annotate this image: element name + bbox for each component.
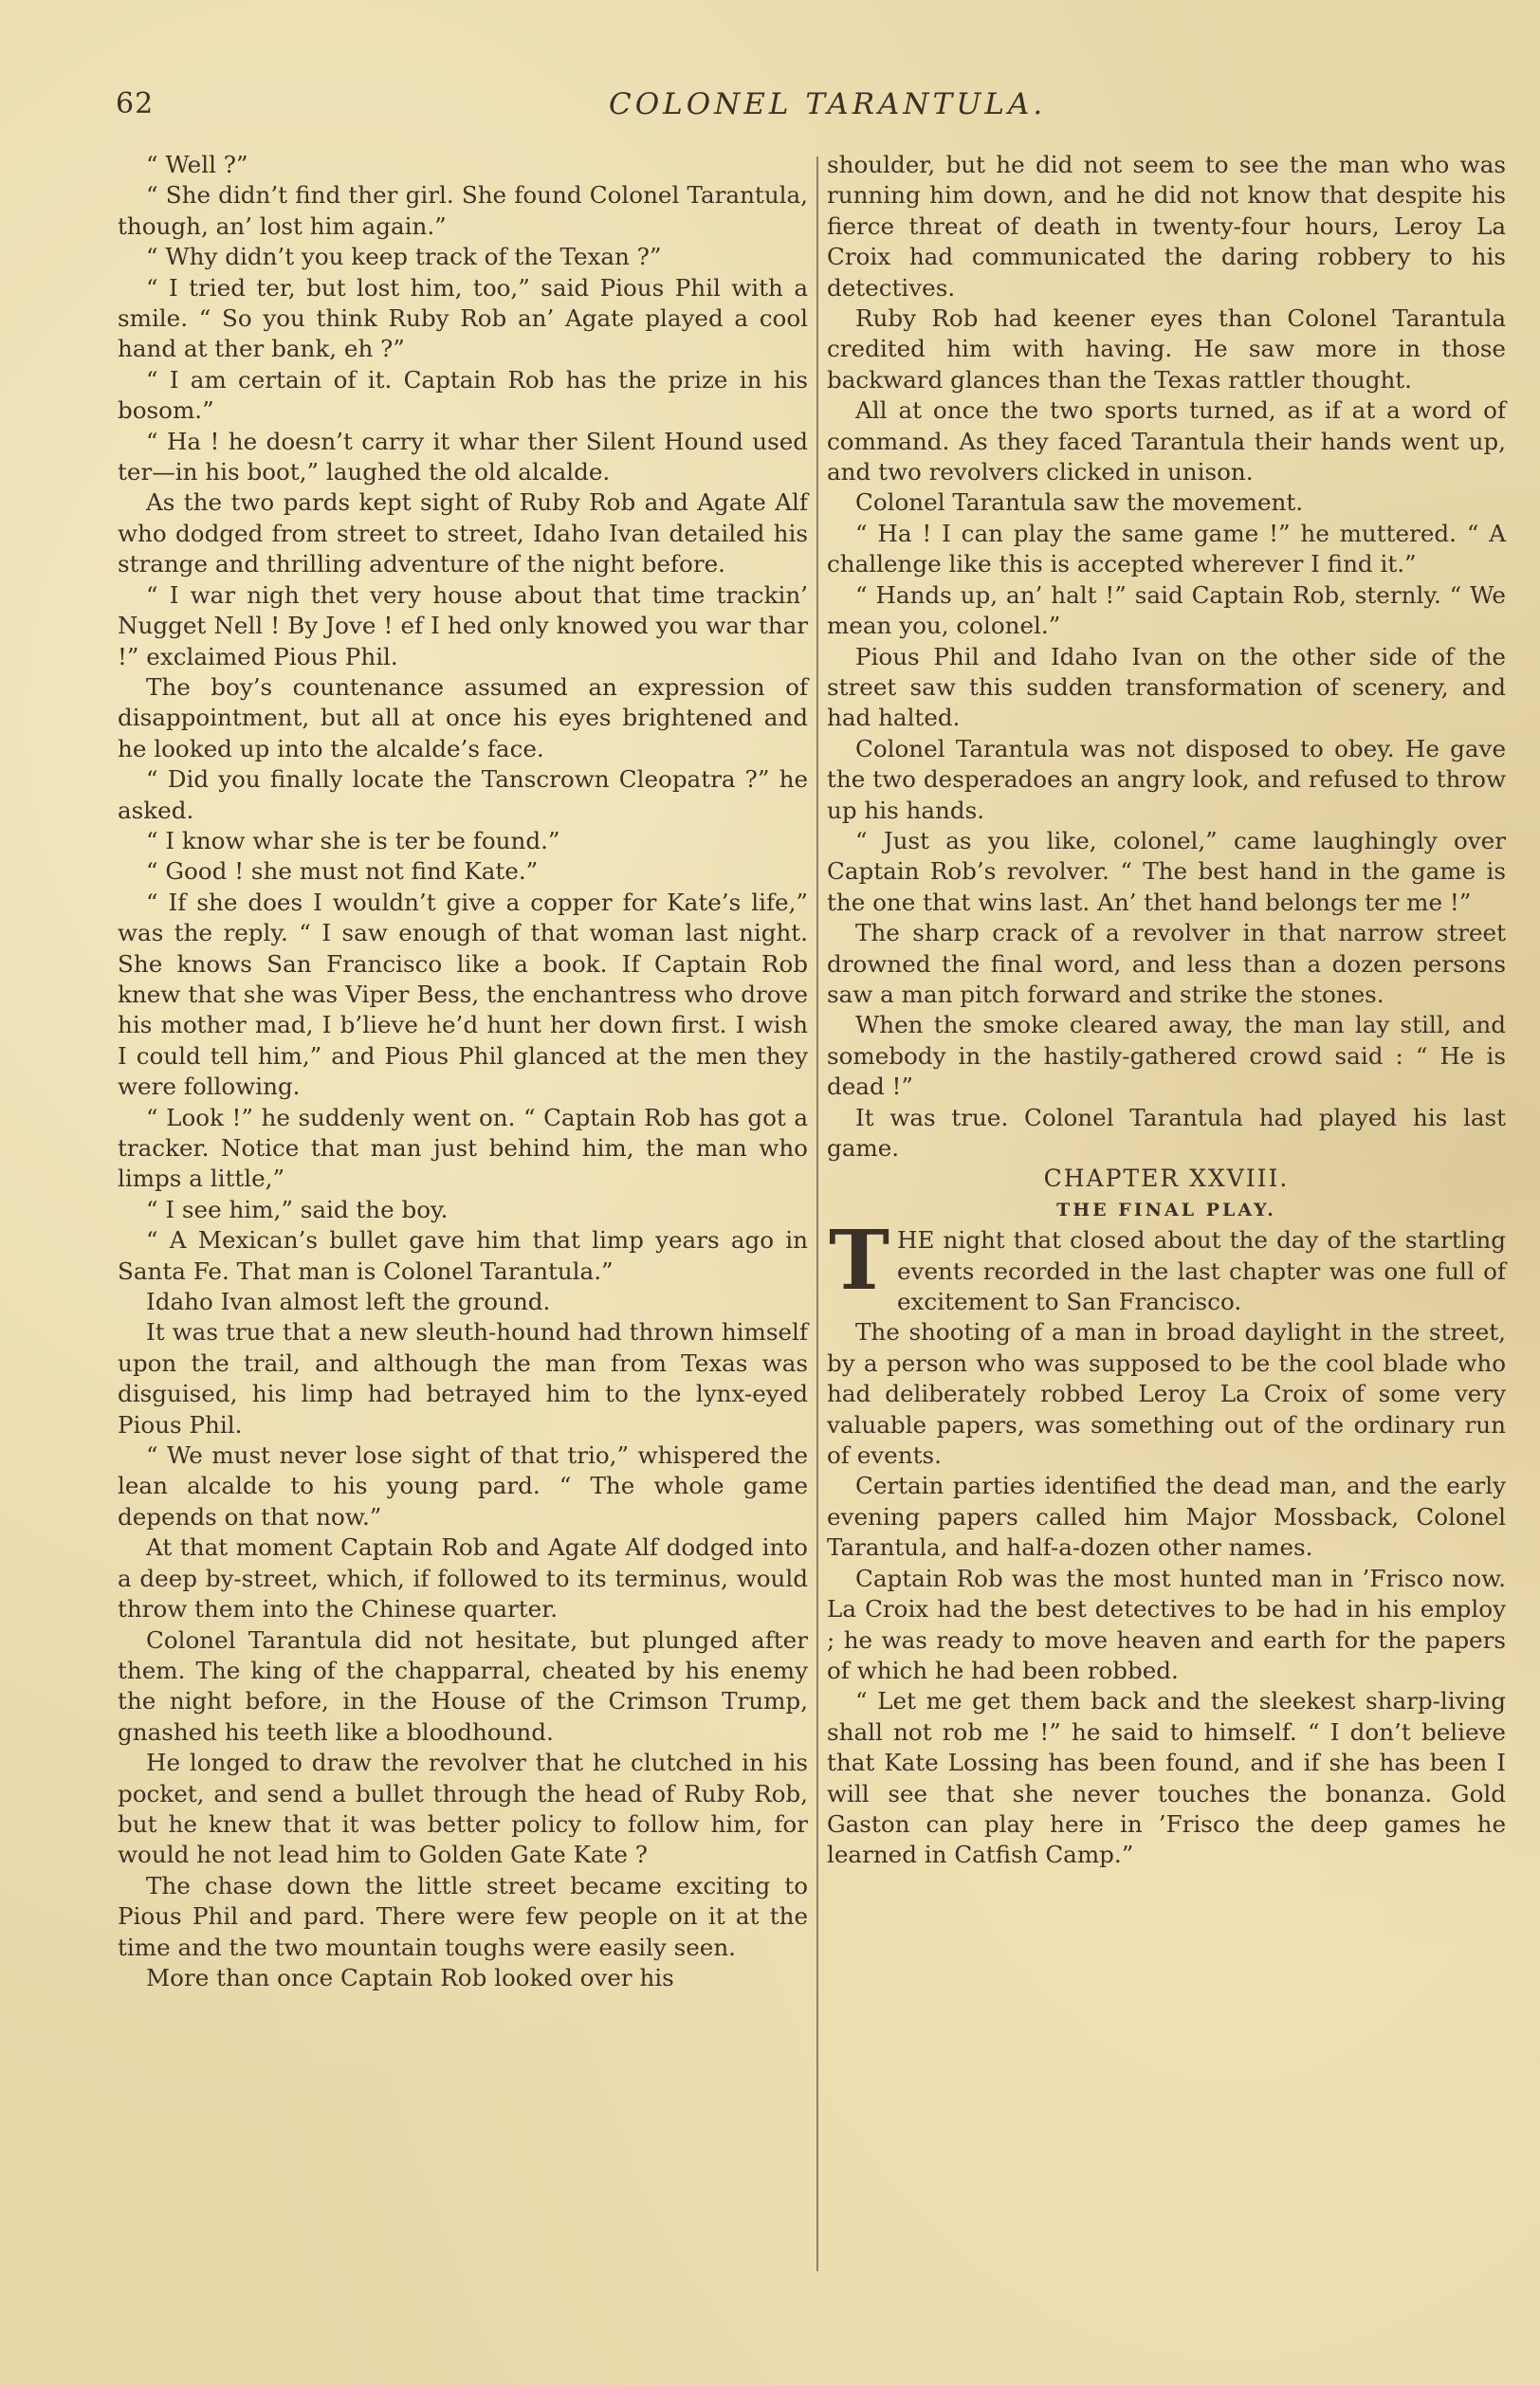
paragraph: It was true. Colonel Tarantula had played his last game. <box>827 1103 1506 1162</box>
paragraph: “ She didn’t find ther girl. She found Colonel Tarantula, though, an’ lost him again.” <box>118 181 808 240</box>
running-title: COLONEL TARANTULA. <box>609 87 1047 121</box>
paragraph: “ I war nigh thet very house about that time trackin’ Nugget Nell ! By Jove ! ef I hed only knowed you war thar !” exclaimed Pious Phil. <box>118 580 808 670</box>
paragraph: As the two pards kept sight of Ruby Rob and Agate Alf who dodged from street to street, Idaho Ivan detailed his strange and thrilling adventure of the night before. <box>118 488 808 578</box>
paragraph: It was true that a new sleuth-hound had thrown himself upon the trail, and although the man from Texas was disguised, his limp had betrayed him to the lynx-eyed Pious Phil. <box>118 1318 808 1439</box>
paragraph: More than once Captain Rob looked over his <box>146 1963 674 1991</box>
drop-cap: T <box>829 1213 889 1310</box>
paragraph: “ I tried ter, but lost him, too,” said Pious Phil with a smile. “ So you think Ruby Rob an’ Agate played a cool hand at ther bank, eh ?” <box>118 273 808 363</box>
paragraph: “ Ha ! I can play the same game !” he muttered. “ A challenge like this is accepted wherever I find it.” <box>827 519 1506 578</box>
paragraph: “ Look !” he suddenly went on. “ Captain Rob has got a tracker. Notice that man just behind him, the man who limps a little,” <box>118 1103 808 1193</box>
paragraph: When the smoke cleared away, the man lay still, and somebody in the hastily-gathered crowd said : “ He is dead !” <box>827 1011 1506 1101</box>
paragraph: “ Ha ! he doesn’t carry it whar ther Silent Hound used ter—in his boot,” laughed the old alcalde. <box>118 427 808 486</box>
paragraph: The shooting of a man in broad daylight in the street, by a person who was supposed to be the cool blade who had deliberately robbed Leroy La Croix of some very valuable papers, was something out of the ordinary run of events. <box>827 1318 1506 1470</box>
paragraph: “ I know whar she is ter be found.” <box>146 826 560 854</box>
paragraph: “ I am certain of it. Captain Rob has the prize in his bosom.” <box>118 365 808 425</box>
paragraph: Pious Phil and Idaho Ivan on the other side of the street saw this sudden transformation of scenery, and had halted. <box>827 642 1506 732</box>
paragraph: “ A Mexican’s bullet gave him that limp years ago in Santa Fe. That man is Colonel Tarantula.” <box>118 1226 808 1285</box>
left-column <box>118 150 808 1993</box>
paragraph: “ If she does I wouldn’t give a copper for Kate’s life,” was the reply. “ I saw enough of that woman last night. She knows San Francisco like a book. If Captain Rob knew that she was Viper Bess, the enchantress who drove his mother mad, I b’lieve he’d hunt her down first. I wish I could tell him,” and Pious Phil glanced at the men they were following. <box>118 888 808 1101</box>
paragraph: “ Let me get them back and the sleekest sharp-living shall not rob me !” he said to himself. “ I don’t believe that Kate Lossing has been found, and if she has been I will see that she never touches the bonanza. Gold Gaston can play here in ’Frisco the deep games he learned in Catfish Camp.” <box>827 1687 1506 1869</box>
paragraph: “ Why didn’t you keep track of the Texan ?” <box>146 243 662 271</box>
paragraph: The sharp crack of a revolver in that narrow street drowned the final word, and less than a dozen persons saw a man pitch forward and strike the stones. <box>827 919 1506 1008</box>
paragraph: “ Good ! she must not find Kate.” <box>146 857 539 886</box>
column-divider <box>816 156 818 2271</box>
opening-text: HE night that closed about the day of the startling events recorded in the last chapter was one full of excitement to San Francisco. <box>897 1226 1506 1316</box>
paragraph: Ruby Rob had keener eyes than Colonel Tarantula credited him with having. He saw more in those backward glances than the Texas rattler thought. <box>827 304 1506 394</box>
paragraph: Colonel Tarantula was not disposed to obey. He gave the two desperadoes an angry look, and refused to throw up his hands. <box>827 734 1506 824</box>
chapter-subtitle: THE FINAL PLAY. <box>1056 1199 1276 1220</box>
paragraph: At that moment Captain Rob and Agate Alf dodged into a deep by-street, which, if followed to its terminus, would throw them into the Chinese quarter. <box>118 1533 808 1624</box>
paragraph: “ I see him,” said the boy. <box>146 1195 449 1223</box>
paragraph: Certain parties identified the dead man, and the early evening papers called him Major Mossback, Colonel Tarantula, and half-a-dozen other names. <box>827 1472 1506 1562</box>
paragraph: “ Hands up, an’ halt !” said Captain Rob, sternly. “ We mean you, colonel.” <box>827 580 1506 640</box>
paragraph: “ Just as you like, colonel,” came laughingly over Captain Rob’s revolver. “ The best hand in the game is the one that wins last. An’ thet hand belongs ter me !” <box>827 826 1506 916</box>
chapter-title: CHAPTER XXVIII. <box>1043 1165 1290 1193</box>
paragraph: All at once the two sports turned, as if at a word of command. As they faced Tarantula their hands went up, and two revolvers clicked in unison. <box>827 396 1506 486</box>
paragraph: The boy’s countenance assumed an expression of disappointment, but all at once his eyes brightened and he looked up into the alcalde’s face. <box>118 672 808 762</box>
paragraph: He longed to draw the revolver that he clutched in his pocket, and send a bullet through the head of Ruby Rob, but he knew that it was better policy to follow him, for would he not lead him to Golden Gate Kate ? <box>118 1749 808 1869</box>
paragraph: “ Well ?” <box>146 151 248 178</box>
paragraph: “ We must never lose sight of that trio,” whispered the lean alcalde to his young pard. “ The whole game depends on that now.” <box>118 1441 808 1531</box>
paragraph: Captain Rob was the most hunted man in ’Frisco now. La Croix had the best detectives to be had in his employ ; he was ready to move heaven and earth for the papers of which he had been robbed. <box>827 1564 1506 1684</box>
page-header <box>116 87 1510 135</box>
paragraph: Idaho Ivan almost left the ground. <box>146 1288 551 1316</box>
paragraph: Colonel Tarantula did not hesitate, but plunged after them. The king of the chapparral, cheated by his enemy the night before, in the House of the Crimson Trump, gnashed his teeth like a bloodhound. <box>118 1625 808 1746</box>
paragraph: Colonel Tarantula saw the movement. <box>855 488 1304 517</box>
right-column <box>827 150 1506 1871</box>
paragraph: “ Did you finally locate the Tanscrown Cleopatra ?” he asked. <box>118 765 808 824</box>
paragraph: The chase down the little street became exciting to Pious Phil and pard. There were few people on it at the time and the two mountain toughs were easily seen. <box>118 1871 808 1961</box>
page-number: 62 <box>116 87 155 120</box>
paragraph: shoulder, but he did not seem to see the man who was running him down, and he did not know that despite his fierce threat of death in twenty-four hours, Leroy La Croix had communicated the daring robbery to his detectives. <box>827 151 1506 302</box>
chapter-opening-paragraph <box>827 1213 1506 1317</box>
